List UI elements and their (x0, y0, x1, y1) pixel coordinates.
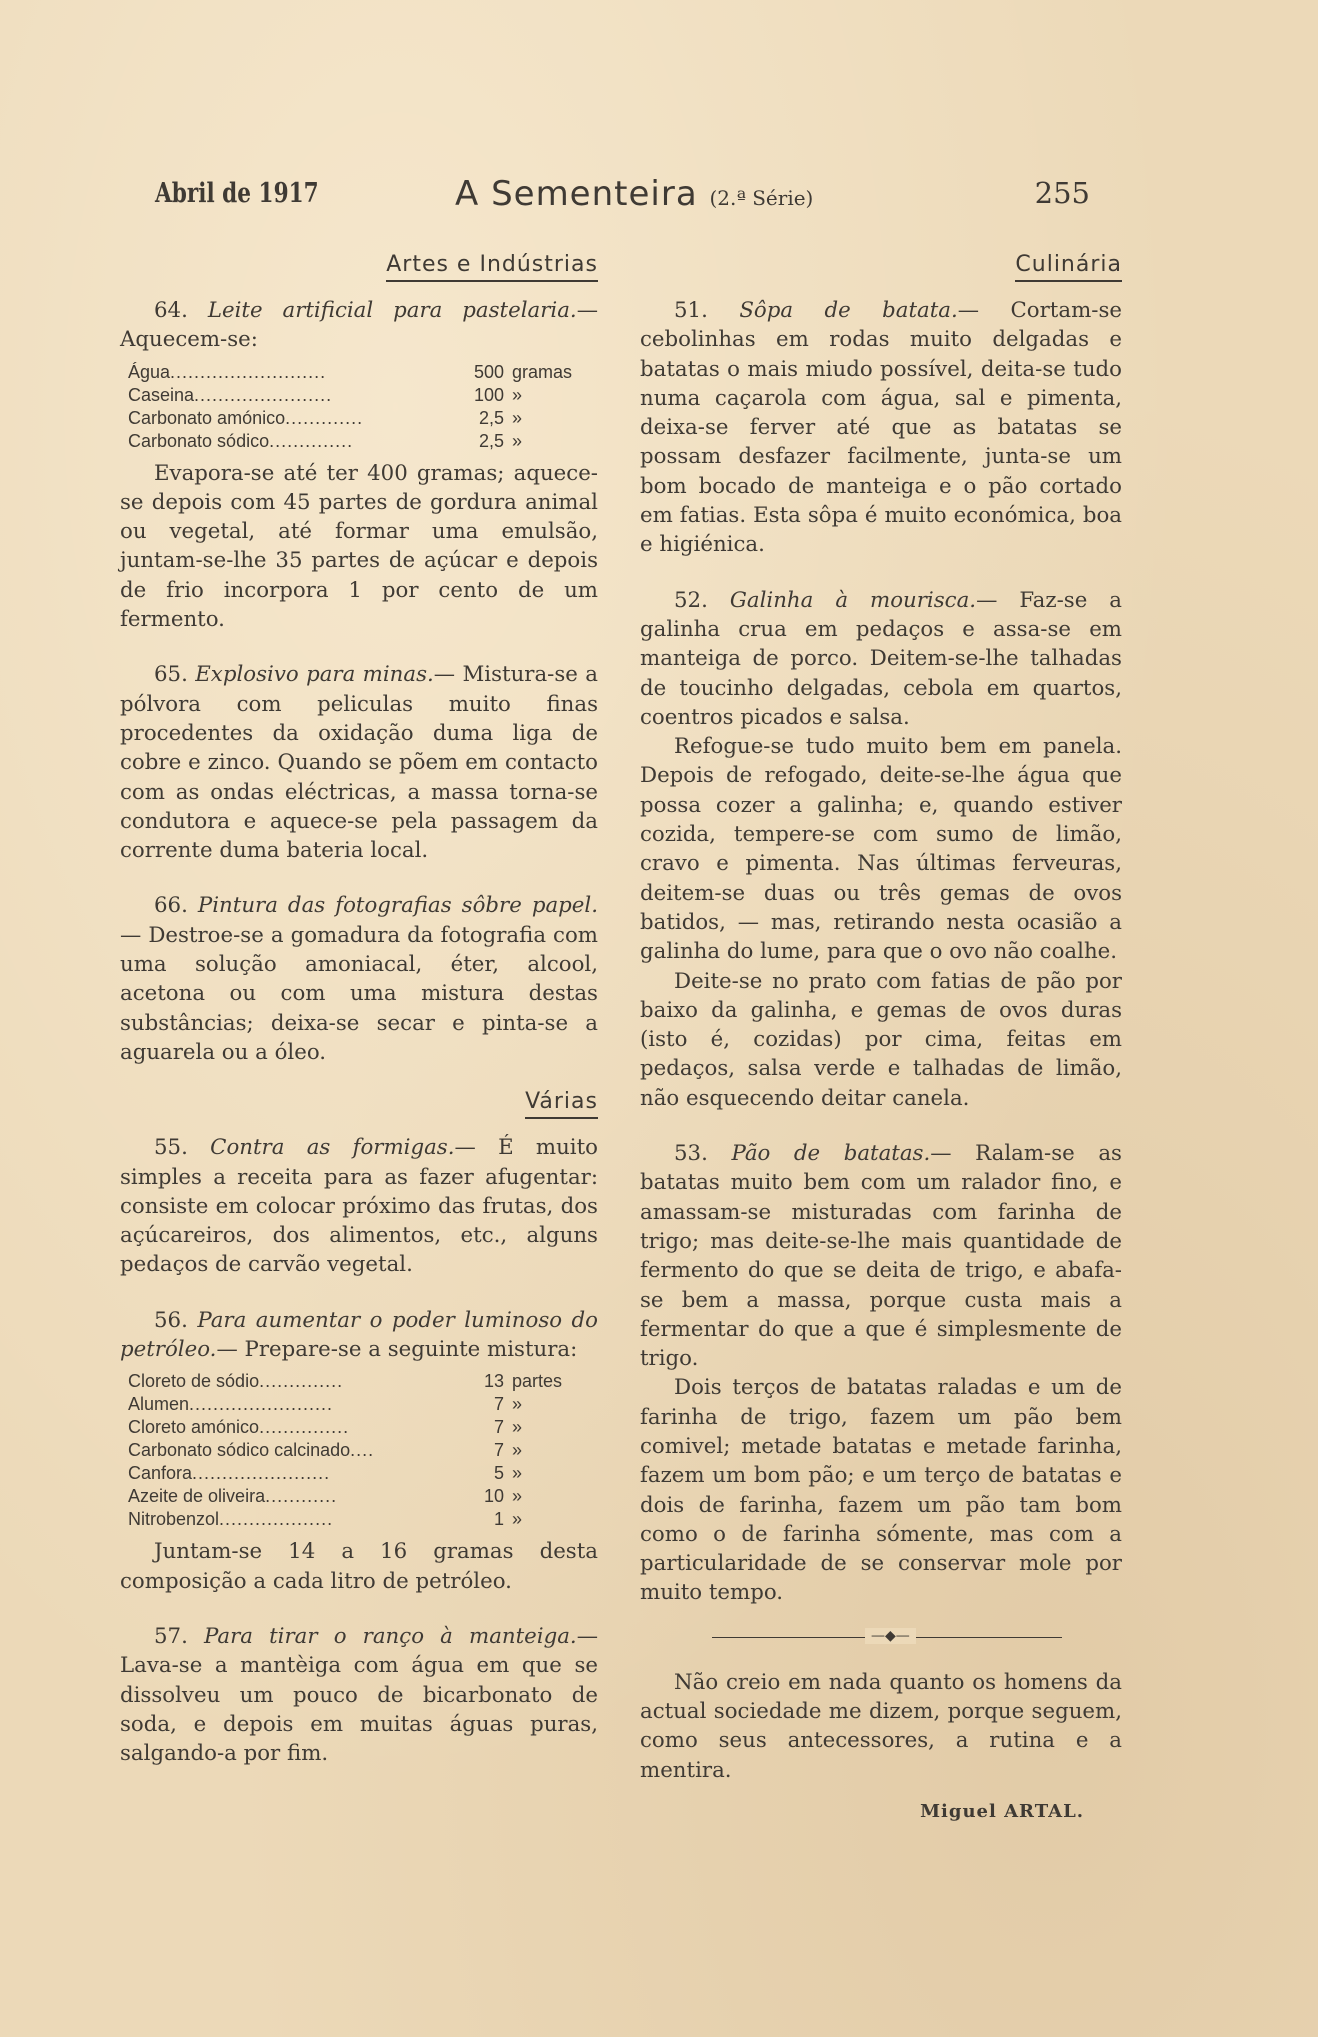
ingredient-name: Água.......................... (128, 361, 327, 382)
recipe-row (128, 1393, 590, 1416)
recipe-row (128, 361, 590, 384)
ingredient-quantity: 7 (493, 1440, 504, 1461)
recipe-row (128, 407, 590, 430)
leader-dots: ............... (259, 1417, 350, 1438)
recipe-row (128, 1370, 590, 1393)
recipe-row (128, 384, 590, 407)
ornament-divider (640, 1628, 1122, 1648)
article-55-title: Contra as formigas. (210, 1135, 455, 1161)
recipe-table-56 (128, 1370, 590, 1531)
article-56-lead: — Prepare-se a seguinte mistura: (216, 1337, 578, 1363)
article-64-num: 64. (154, 298, 188, 323)
publication-title (455, 174, 813, 214)
article-52 (640, 586, 1122, 732)
article-65-num: 65. (154, 662, 188, 688)
recipe-table-64 (128, 361, 590, 453)
ingredient-name: Alumen........................ (128, 1394, 334, 1415)
ingredient-unit: » (512, 407, 523, 428)
article-53 (640, 1139, 1122, 1373)
section-heading-culinaria-text: Culinária (1015, 252, 1122, 282)
ingredient-quantity: 2,5 (478, 430, 504, 451)
article-53-p2: Dois terços de batatas raladas e um de farinha de trigo, fazem um pão bem comivel; metade batatas e metade farinha, fazem um bom pão; e um terço de batatas e dois de farinha, fazem um pão tam bom como o de farinha sómente, mas com a particularidade de se conservar mole por muito tempo. (640, 1375, 1122, 1606)
ingredient-quantity: 100 (473, 384, 504, 405)
ingredient-name: Carbonato amónico............. (128, 407, 364, 428)
ingredient-quantity: 2,5 (478, 407, 504, 428)
article-56 (120, 1306, 598, 1365)
ingredient-name: Caseina....................... (128, 384, 333, 405)
ingredient-name: Azeite de oliveira............ (128, 1486, 338, 1507)
article-53-text: — Ralam-se as batatas muito bem com um ralador fino, e amassam-se misturadas com farinha de trigo; mas deite-se-lhe mais quantidade de fermento do que se deita de trigo, e abafa-se bem a massa, porque custa mais a fermentar do que a que é simplesmente de trigo. (640, 1141, 1122, 1372)
article-52-text: — Faz-se a galinha crua em pedaços e assa-se em manteiga de porco. Deitem-se-lhe talhadas de toucinho delgadas, cebola em quartos, coentros picados e salsa. (640, 587, 1123, 730)
article-51-text: — Cortam-se cebolinhas em rodas muito delgadas e batatas o mais miudo possível, deita-se tudo numa caçarola com água, sal e pimenta, deixa-se ferver até que as batatas se possam desfazer facilmente, junta-se um bom bocado de manteiga e o pão cortado em fatias. Esta sôpa é muito económica, boa e higiénica. (640, 298, 1122, 558)
ingredient-unit: » (512, 1463, 523, 1484)
leader-dots: .... (350, 1440, 375, 1461)
article-51-title: Sôpa de batata. (739, 298, 958, 323)
ingredient-unit: » (512, 430, 523, 451)
ingredient-name: Carbonato sódico calcinado.... (128, 1440, 375, 1461)
article-57-title: Para tirar o ranço à manteiga. (204, 1623, 577, 1649)
article-64 (120, 296, 598, 355)
article-55-num: 55. (154, 1135, 188, 1161)
article-65 (120, 660, 598, 865)
section-heading-culinaria (640, 252, 1122, 282)
series-label: (2.ª Série) (709, 186, 814, 210)
section-heading-artes-text: Artes e Indústrias (386, 252, 598, 282)
ingredient-unit: » (512, 1486, 523, 1507)
ingredient-quantity: 7 (493, 1394, 504, 1415)
ornament-glyph: —◆— (865, 1628, 916, 1644)
leader-dots: ....................... (194, 384, 333, 405)
article-52-title: Galinha à mourisca. (729, 587, 977, 613)
ingredient-unit: » (512, 1417, 523, 1438)
article-57-num: 57. (154, 1623, 188, 1649)
article-64-title: Leite artificial para pastelaria. (207, 298, 577, 323)
article-57 (120, 1622, 598, 1768)
article-66-text: — Destroe-se a gomadura da fotografia com uma solução amoniacal, éter, alcool, acetona ou com uma mistura destas substâncias; deixa-se secar e pinta-se a aguarela ou a óleo. (120, 922, 598, 1065)
article-65-title: Explosivo para minas. (195, 662, 434, 688)
ingredient-quantity: 10 (483, 1486, 504, 1507)
recipe-row (128, 1416, 590, 1439)
ingredient-unit: » (512, 384, 523, 405)
ingredient-unit: partes (512, 1371, 563, 1392)
article-52-p2: Refogue-se tudo muito bem em panela. Depois de refogado, deite-se-lhe água que possa cozer a galinha; e, quando estiver cozida, tempere-se com sumo de limão, cravo e pimenta. Nas últimas ferveuras, deitem-se duas ou três gemas de ovos batidos, — mas, retirando nesta ocasião a galinha do lume, para que o ovo não coalhe. (640, 734, 1122, 965)
right-column (640, 252, 1122, 1822)
leader-dots: .......................... (170, 361, 327, 382)
article-66-num: 66. (154, 893, 188, 919)
article-66 (120, 891, 598, 1067)
page-number: 255 (1034, 176, 1090, 210)
leader-dots: ................... (219, 1509, 334, 1530)
ingredient-unit: gramas (512, 361, 573, 382)
article-56-after: Juntam-se 14 a 16 gramas desta composição a cada litro de petróleo. (120, 1539, 598, 1594)
ingredient-unit: » (512, 1509, 523, 1530)
publication-title-text: A Sementeira (455, 174, 698, 214)
closing-quote: Não creio em nada quanto os homens da actual sociedade me dizem, porque seguem, como seus antecessores, a rutina e a mentira. (640, 1669, 1122, 1783)
header-date: Abril de 1917 (155, 178, 319, 209)
ingredient-quantity: 7 (493, 1417, 504, 1438)
article-53-num: 53. (674, 1141, 708, 1167)
article-51 (640, 296, 1122, 560)
left-column (120, 252, 598, 1768)
signature: Miguel ARTAL. (920, 1800, 1084, 1822)
page-header (155, 170, 1090, 220)
ingredient-quantity: 500 (473, 361, 504, 382)
leader-dots: ....................... (192, 1463, 331, 1484)
section-heading-varias-text: Várias (525, 1089, 598, 1119)
article-55 (120, 1133, 598, 1279)
article-64-lead: — Aquecem-se: (120, 298, 598, 353)
leader-dots: ............ (265, 1486, 338, 1507)
leader-dots: .............. (259, 1371, 344, 1392)
ingredient-quantity: 5 (493, 1463, 504, 1484)
ingredient-quantity: 13 (483, 1371, 504, 1392)
article-53-title: Pão de batatas. (731, 1141, 931, 1167)
ingredient-name: Nitrobenzol................... (128, 1509, 334, 1530)
article-56-title: Para aumentar o poder luminoso do petróleo. (120, 1307, 598, 1363)
leader-dots: ........................ (189, 1394, 334, 1415)
ingredient-unit: » (512, 1394, 523, 1415)
ingredient-name: Carbonato sódico.............. (128, 430, 354, 451)
ingredient-name: Canfora....................... (128, 1463, 331, 1484)
recipe-row (128, 1439, 590, 1462)
recipe-row (128, 1462, 590, 1485)
article-66-title: Pintura das fotografias sôbre papel. (197, 893, 598, 919)
article-64-after: Evapora-se até ter 400 gramas; aquece-se depois com 45 partes de gordura animal ou vegetal, até formar uma emulsão, juntam-se-lhe 35 partes de açúcar e depois de frio incorpora 1 por cento de um fermento. (120, 460, 598, 633)
section-heading-artes (120, 252, 598, 282)
ingredient-name: Cloreto de sódio.............. (128, 1371, 344, 1392)
leader-dots: ............. (285, 407, 364, 428)
ingredient-name: Cloreto amónico............... (128, 1417, 350, 1438)
recipe-row (128, 1508, 590, 1531)
ingredient-unit: » (512, 1440, 523, 1461)
article-51-num: 51. (674, 298, 708, 323)
section-heading-varias (120, 1089, 598, 1119)
recipe-row (128, 1485, 590, 1508)
article-57-text: — Lava-se a mantèiga com água em que se dissolveu um pouco de bicarbonato de soda, e depois em muitas águas puras, salgando-a por fim. (120, 1623, 598, 1767)
article-52-p3: Deite-se no prato com fatias de pão por baixo da galinha, e gemas de ovos duras (isto é, cozidas) por cima, feitas em pedaços, salsa verde e talhadas de limão, não esquecendo deitar canela. (640, 968, 1122, 1111)
article-65-text: — Mistura-se a pólvora com peliculas muito finas procedentes da oxidação duma liga de cobre e zinco. Quando se põem em contacto com as ondas eléctricas, a massa torna-se condutora e aquece-se pela passagem da corrente duma bateria local. (120, 662, 598, 864)
ingredient-quantity: 1 (493, 1509, 504, 1530)
article-52-num: 52. (674, 587, 708, 613)
leader-dots: .............. (269, 430, 354, 451)
article-55-text: — É muito simples a receita para as fazer afugentar: consiste em colocar próximo das frutas, dos açúcareiros, dos alimentos, etc., alguns pedaços de carvão vegetal. (120, 1135, 598, 1278)
article-56-num: 56. (154, 1307, 188, 1333)
recipe-row (128, 430, 590, 453)
